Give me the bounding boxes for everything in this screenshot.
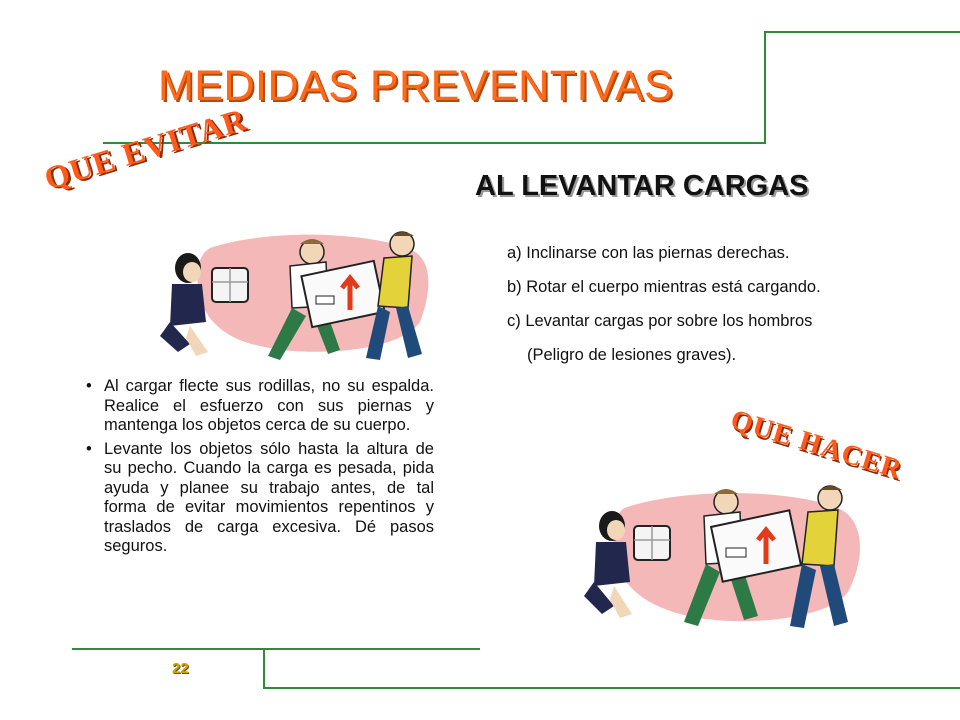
- page-number: 22: [172, 660, 189, 677]
- cause-item-continuation: (Peligro de lesiones graves).: [527, 346, 737, 364]
- frame-line-bottom-vertical: [263, 648, 265, 688]
- illustration-wrong-lifting: [150, 226, 440, 364]
- page-title: MEDIDAS PREVENTIVAS: [158, 62, 674, 110]
- tip-item: [84, 377, 434, 436]
- tip-item: [84, 440, 434, 557]
- frame-line-top-right-vertical: [764, 31, 766, 144]
- frame-line-bottom-left: [72, 648, 480, 650]
- tip-text: Levante los objetos sólo hasta la altura de su pecho. Cuando la carga es pesada, pida ayuda y planee su trabajo antes, de tal forma de evitar movimientos repentinos y traslados de carga excesiva. Dé pasos seguros.: [104, 439, 434, 555]
- cause-item: a) Inclinarse con las piernas derechas.: [507, 244, 790, 262]
- frame-line-top-right-horizontal: [765, 31, 960, 33]
- bullet-glyph: •: [86, 439, 92, 458]
- stamp-que-hacer: QUE HACER: [726, 404, 907, 486]
- bullet-glyph: •: [86, 377, 92, 395]
- cause-item: c) Levantar cargas por sobre los hombros: [507, 312, 813, 330]
- illustration-correct-lifting: [580, 482, 870, 634]
- cause-item: b) Rotar el cuerpo mientras está cargando.: [507, 278, 821, 296]
- stamp-que-evitar: QUE EVITAR: [40, 100, 251, 197]
- causes-list: [507, 236, 821, 372]
- tips-list: [84, 377, 434, 561]
- frame-line-bottom-right: [263, 687, 960, 689]
- tip-text: Al cargar flecte sus rodillas, no su espalda. Realice el esfuerzo con sus piernas y mantenga los objetos cerca de su cuerpo.: [104, 377, 434, 434]
- section-subtitle: AL LEVANTAR CARGAS: [475, 170, 809, 202]
